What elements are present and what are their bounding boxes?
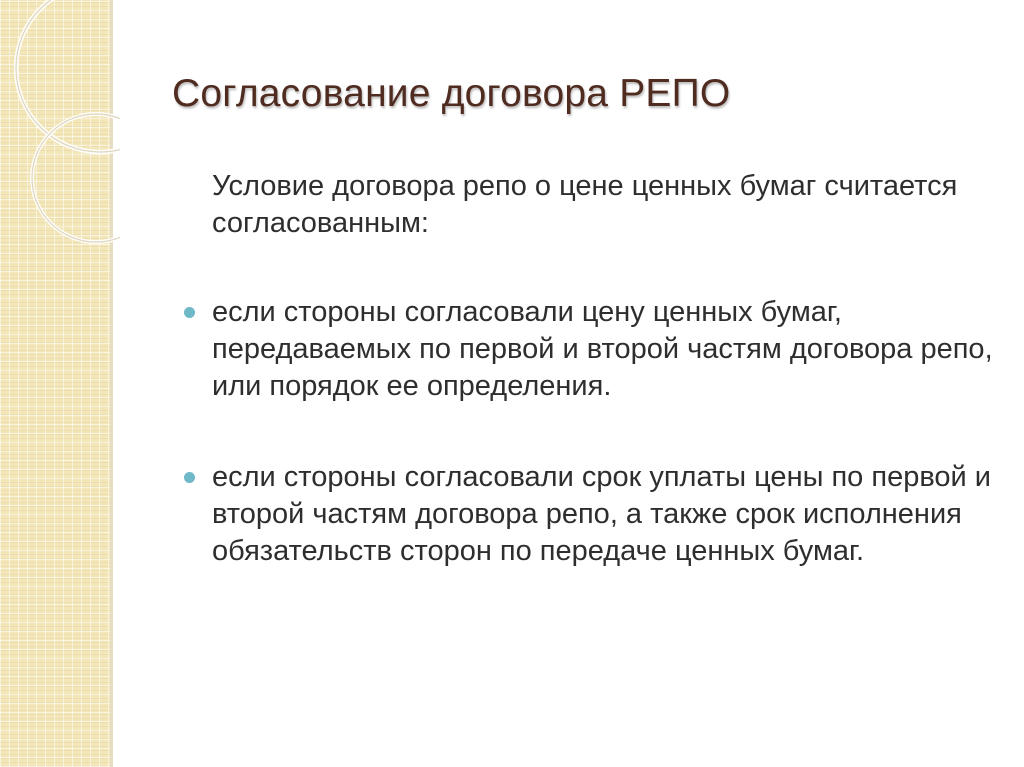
- bullet-dot-icon: [184, 307, 195, 318]
- bullet-text: если стороны согласовали цену ценных бумаг, передаваемых по первой и второй частям договора репо, или порядок ее определения.: [212, 296, 993, 402]
- intro-text: Условие договора репо о цене ценных бумаг считается согласованным:: [212, 170, 958, 239]
- slide-title: Согласование договора РЕПО: [172, 72, 731, 115]
- decorative-circles-icon: [0, 0, 120, 250]
- bullet-item: [184, 294, 1002, 405]
- bullet-text: если стороны согласовали срок уплаты цены по первой и второй частям договора репо, а также срок исполнения обязательств сторон по передаче ценных бумаг.: [212, 461, 991, 567]
- bullet-item: [184, 459, 1002, 570]
- bullet-list: [184, 294, 1004, 570]
- slide-content: [184, 168, 1004, 624]
- bullet-dot-icon: [184, 472, 195, 483]
